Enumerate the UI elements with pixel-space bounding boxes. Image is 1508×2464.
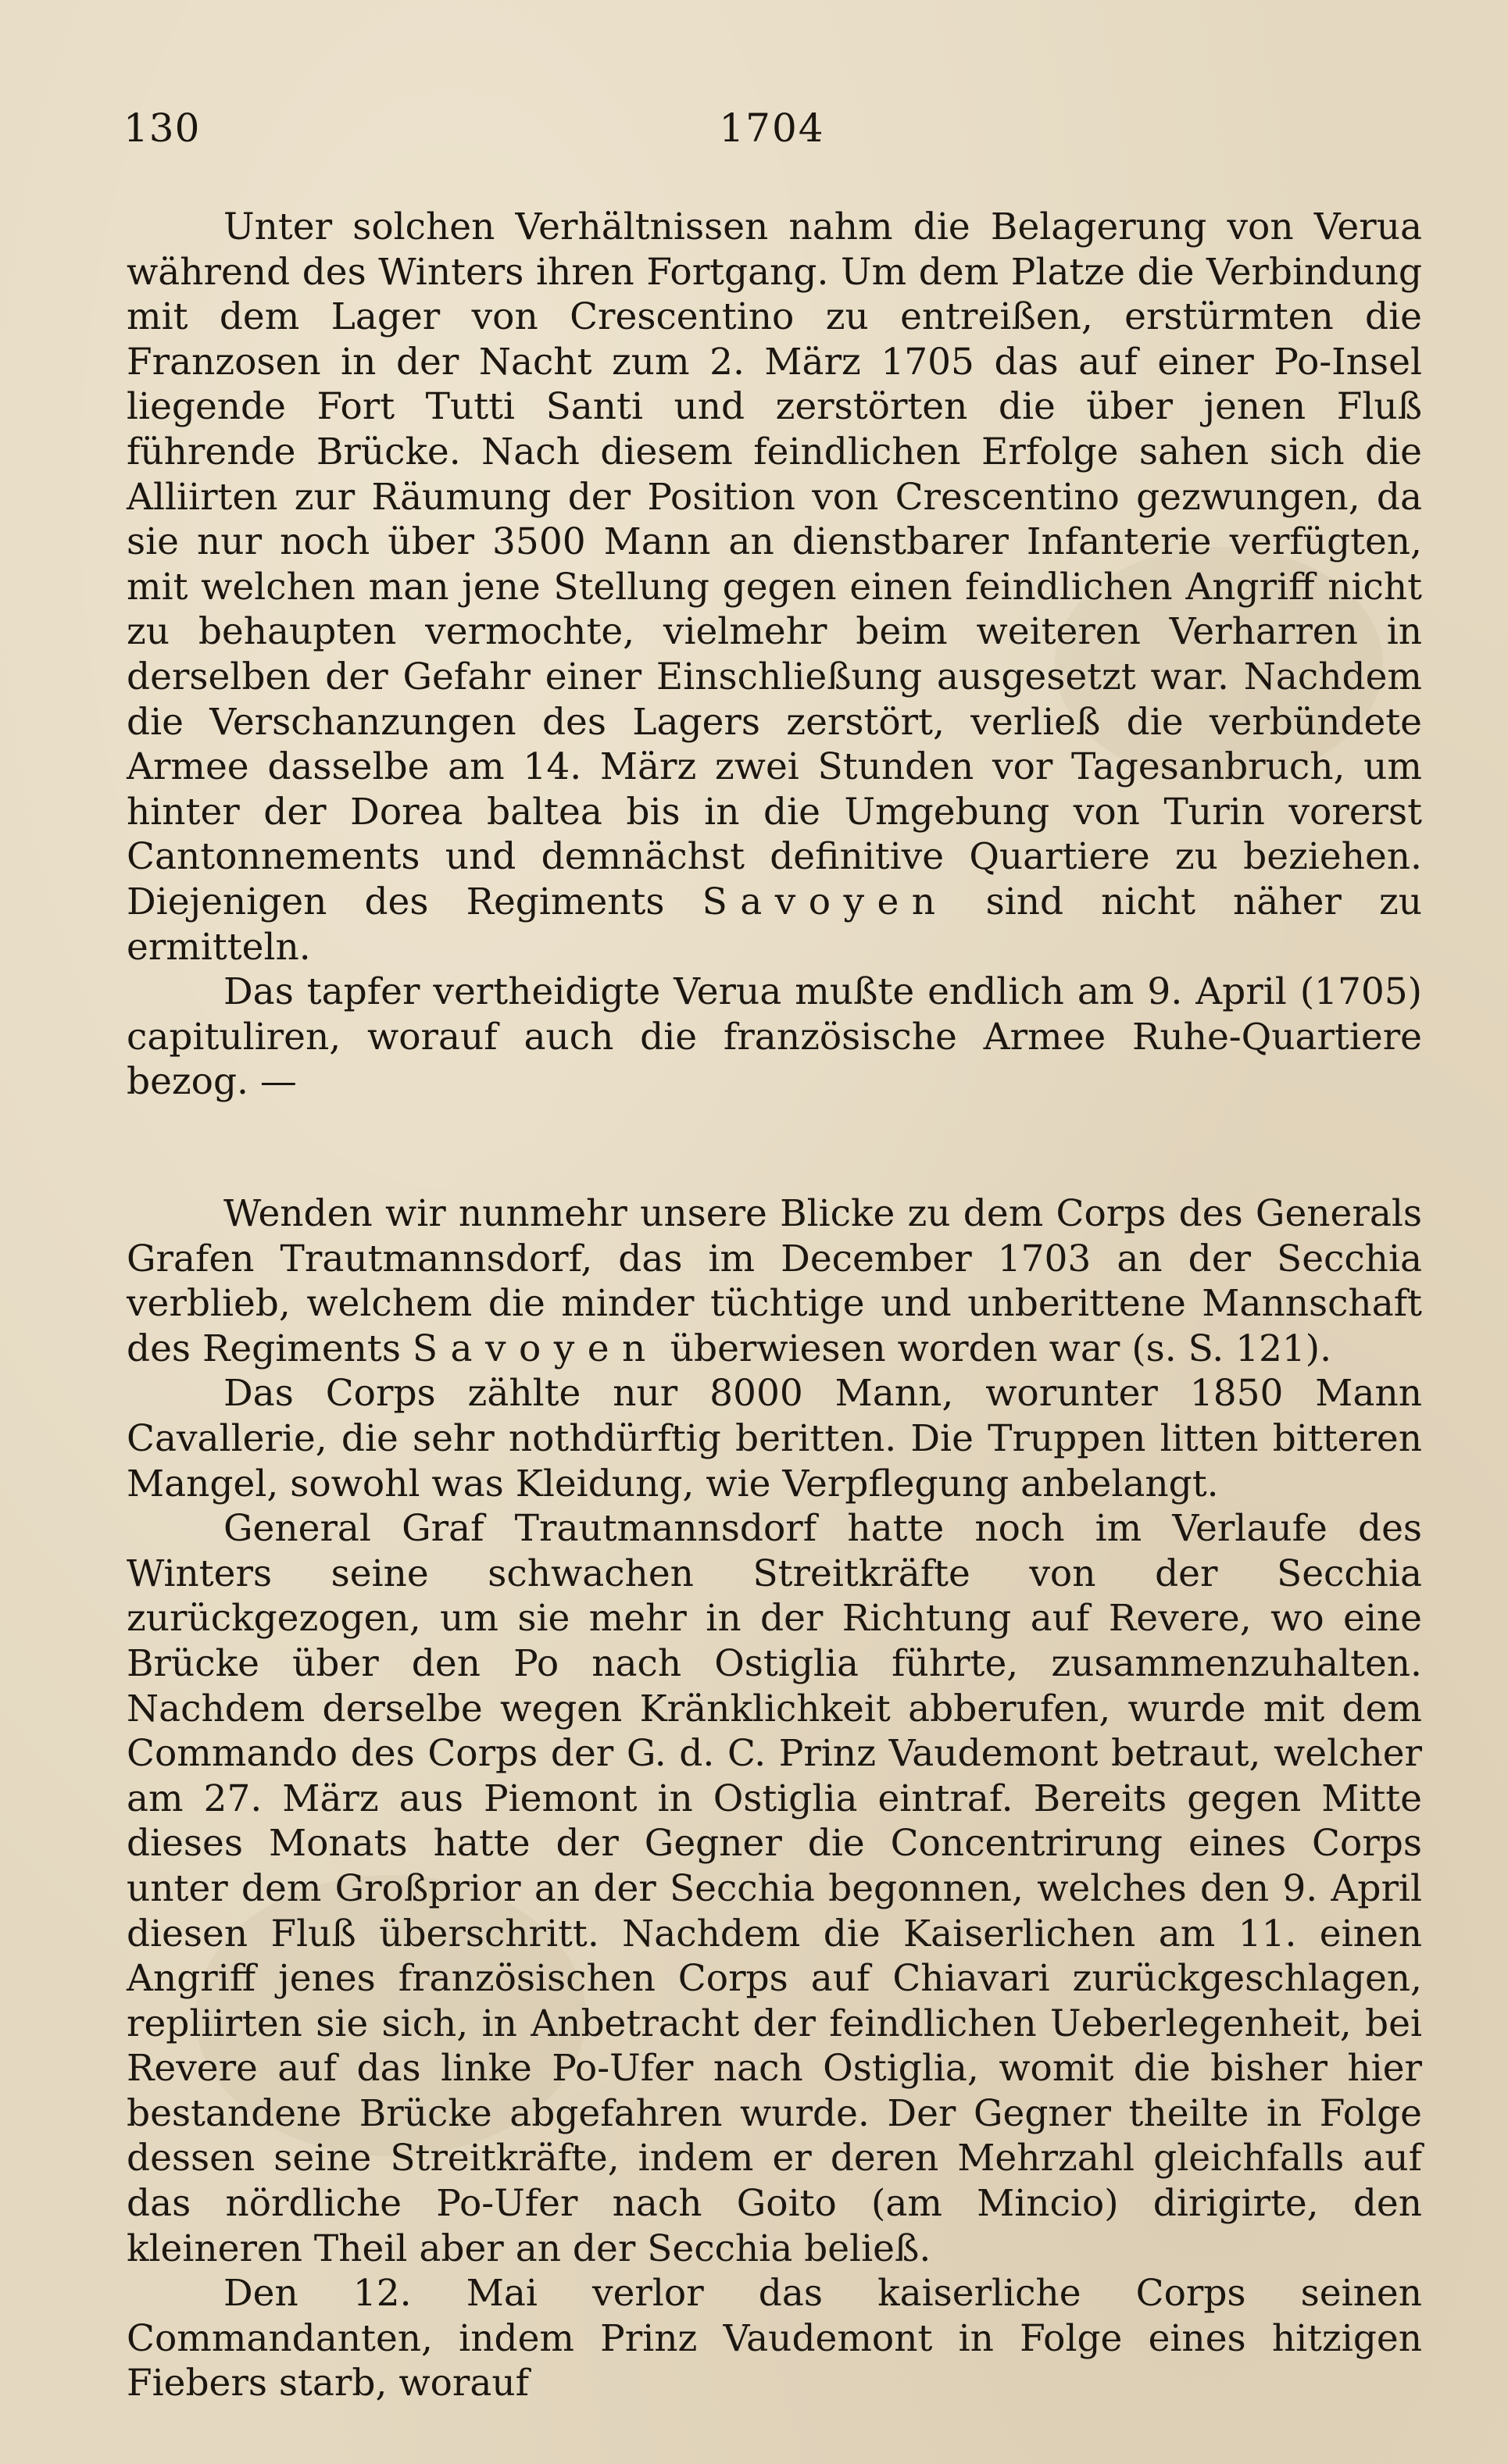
paragraph: Das Corps zählte nur 8000 Mann, worunter 1850 Mann Cavallerie, die sehr nothdürftig beritten. Die Truppen litten bitteren Mangel, sowohl was Kleidung, wie Verpflegung anbelangt. — [127, 1372, 1422, 1505]
text-run: sind nicht näher zu ermitteln. — [127, 880, 1422, 969]
paragraph — [127, 1191, 1422, 1371]
regiment-name: Savoyen — [412, 1327, 659, 1370]
running-head: 1704 — [719, 105, 825, 151]
regiment-name: Savoyen — [702, 880, 949, 923]
text-run: Unter solchen Verhältnissen nahm die Belagerung von Verua während des Winters ihren Fortgang. Um dem Platze die Verbindung mit dem Lager von Crescentino zu entreißen, erstürmten die Franzosen in der Nacht zum 2. März 1705 das auf einer Po-Insel liegende Fort Tutti Santi und zerstörten die über jenen Fluß führende Brücke. Nach diesem feindlichen Erfolge sahen sich die Alliirten zur Räumung der Position von Crescentino gezwungen, da sie nur noch über 3500 Mann an dienstbarer Infanterie verfügten, mit welchen man jene Stellung gegen einen feindlichen Angriff nicht zu behaupten vermochte, vielmehr beim weiteren Verharren in derselben der Gefahr einer Einschließung ausgesetzt war. Nachdem die Verschanzungen des Lagers zerstört, verließ die verbündete Armee dasselbe am 14. März zwei Stunden vor Tagesanbruch, um hinter der Dorea baltea bis in die Umgebung von Turin vorerst Cantonnements und demnächst definitive Quartiere zu beziehen. Diejenigen des Regiments — [127, 205, 1422, 923]
paragraph: Den 12. Mai verlor das kaiserliche Corps seinen Commandanten, indem Prinz Vaudemont in Folge eines hitzigen Fiebers starb, worauf — [127, 2272, 1422, 2405]
text-section-verua — [127, 205, 1422, 1105]
text-section-trautmannsdorf — [127, 1191, 1422, 2406]
paragraph: General Graf Trautmannsdorf hatte noch im Verlaufe des Winters seine schwachen Streitkräfte von der Secchia zurückgezogen, um sie mehr in der Richtung auf Revere, wo eine Brücke über den Po nach Ostiglia führte, zusammenzuhalten. Nachdem derselbe wegen Kränklichkeit abberufen, wurde mit dem Commando des Corps der G. d. C. Prinz Vaudemont betraut, welcher am 27. März aus Piemont in Ostiglia eintraf. Bereits gegen Mitte dieses Monats hatte der Gegner die Concentrirung eines Corps unter dem Großprior an der Secchia begonnen, welches den 9. April diesen Fluß überschritt. Nachdem die Kaiserlichen am 11. einen Angriff jenes französischen Corps auf Chiavari zurückgeschlagen, repliirten sie sich, in Anbetracht der feindlichen Ueberlegenheit, bei Revere auf das linke Po-Ufer nach Ostiglia, womit die bisher hier bestandene Brücke abgefahren wurde. Der Gegner theilte in Folge dessen seine Streitkräfte, indem er deren Mehrzahl gleichfalls auf das nördliche Po-Ufer nach Goito (am Mincio) dirigirte, den kleineren Theil aber an der Secchia beließ. — [127, 1507, 1422, 2270]
paragraph — [127, 205, 1422, 970]
paragraph: Das tapfer vertheidigte Verua mußte endlich am 9. April (1705) capituliren, worauf auch die französische Armee Ruhe-Quartiere bezog. — — [127, 970, 1422, 1104]
page-number: 130 — [123, 105, 201, 151]
page-header — [123, 105, 1420, 160]
text-run: überwiesen worden war (s. S. 121). — [670, 1327, 1332, 1370]
text-run: Wenden wir nunmehr unsere Blicke zu dem Corps des Generals Grafen Trautmannsdorf, das im December 1703 an der Secchia verblieb, welchem die minder tüchtige und unberittene Mannschaft des Regiments — [127, 1192, 1422, 1370]
